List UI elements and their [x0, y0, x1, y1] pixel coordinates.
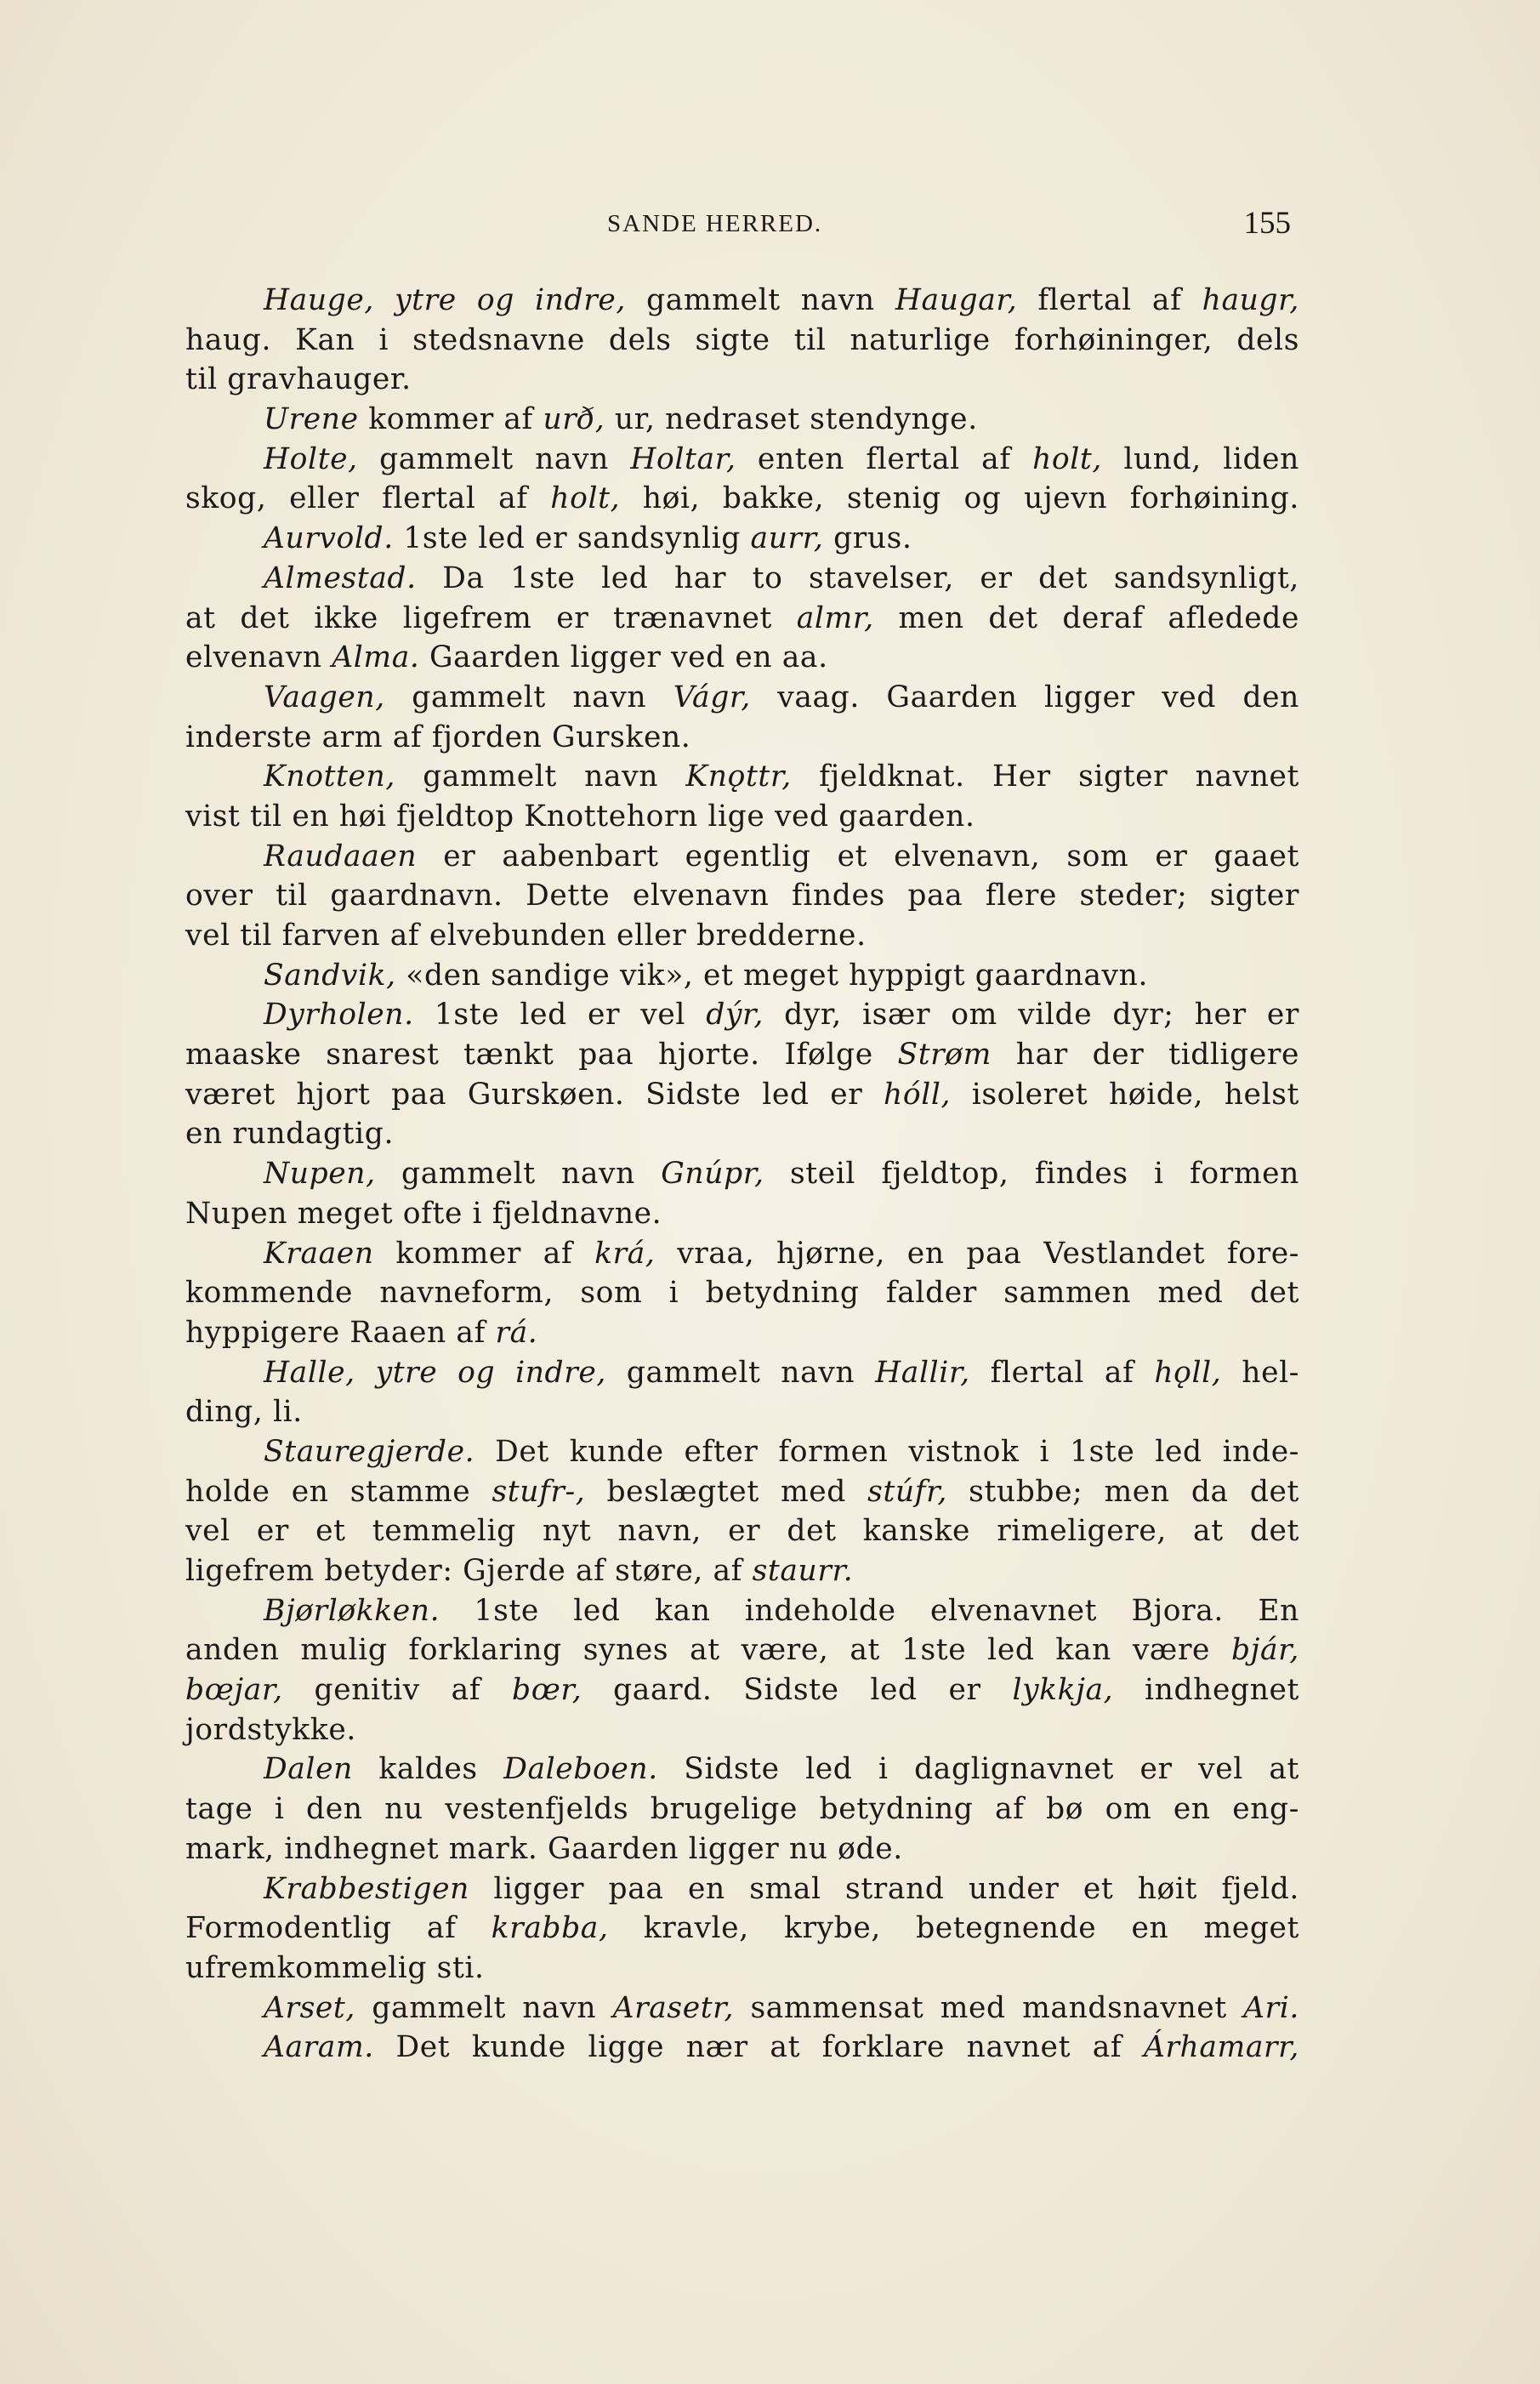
text-segment: været hjort paa Gurskøen. Sidste led er — [185, 1077, 884, 1112]
text-segment: steil fjeldtop, findes i formen — [764, 1157, 1299, 1192]
italic-text: Vágr, — [673, 680, 751, 714]
text-segment: vel er et temmelig nyt navn, er det kanske rimeligere, at det — [185, 1514, 1299, 1549]
text-segment: har der tidligere — [991, 1038, 1299, 1073]
text-line — [185, 1511, 1299, 1551]
text-line — [185, 638, 1299, 678]
text-line — [185, 1630, 1299, 1670]
text-line — [185, 1909, 1299, 1949]
text-segment: genitiv af — [282, 1673, 513, 1708]
text-line — [185, 281, 1299, 321]
text-segment: jordstykke. — [185, 1712, 356, 1747]
text-segment: vel til farven af elvebunden eller bredderne. — [185, 919, 867, 953]
italic-text: Strøm — [897, 1038, 992, 1073]
text-segment: kommer af — [358, 402, 543, 437]
text-line — [185, 1789, 1299, 1829]
text-segment: kaldes — [352, 1752, 504, 1787]
text-segment: grus. — [823, 521, 912, 556]
italic-text: bœjar, — [185, 1673, 283, 1708]
italic-text: Raudaaen — [264, 839, 418, 873]
italic-text: Arasetr, — [612, 1990, 735, 2025]
text-line — [185, 1313, 1299, 1353]
text-segment: høi, bakke, stenig og ujevn forhøining. — [620, 481, 1299, 516]
italic-text: staurr. — [752, 1554, 854, 1588]
text-segment: Da 1ste led har to stavelser, er det sandsynligt, — [416, 560, 1299, 595]
text-line — [185, 1472, 1299, 1512]
italic-text: Daleboen. — [503, 1752, 658, 1787]
text-line — [185, 1750, 1299, 1789]
text-segment: kommende navneform, som i betydning falder sammen med det — [185, 1276, 1299, 1311]
italic-text: Alma. — [332, 640, 420, 675]
text-segment: tage i den nu vestenfjelds brugelige betydning af bø om en eng- — [185, 1792, 1299, 1827]
italic-text: Halle, ytre og indre, — [264, 1355, 606, 1390]
text-segment: ding, li. — [185, 1395, 303, 1430]
text-line — [185, 1989, 1299, 2028]
page-header — [185, 206, 1291, 248]
italic-text: haugr, — [1202, 283, 1299, 317]
text-line — [185, 797, 1299, 837]
text-line — [185, 440, 1299, 480]
text-line — [185, 1392, 1299, 1432]
italic-text: bjár, — [1230, 1633, 1299, 1668]
text-segment: elvenavn — [185, 640, 332, 675]
italic-text: hóll, — [884, 1077, 952, 1112]
text-segment: men det deraf afledede — [873, 600, 1299, 635]
text-line — [185, 876, 1299, 916]
text-line — [185, 1273, 1299, 1313]
italic-text: Ari. — [1243, 1990, 1299, 2025]
text-segment: mark, indhegnet mark. Gaarden ligger nu øde. — [185, 1831, 903, 1866]
text-segment: gammelt navn — [357, 441, 631, 476]
text-segment: fjeldknat. Her sigter navnet — [791, 760, 1299, 794]
italic-text: Sandvik, — [264, 958, 396, 993]
text-segment: enten flertal af — [736, 441, 1033, 476]
text-segment: vraa, hjørne, en paa Vestlandet fore- — [655, 1236, 1299, 1271]
body-text — [185, 281, 1299, 2068]
text-segment: flertal af — [1017, 283, 1202, 317]
italic-text: Almestad. — [264, 560, 417, 595]
italic-text: urð, — [543, 402, 605, 437]
text-line — [185, 400, 1299, 440]
text-segment: holde en stamme — [185, 1474, 492, 1509]
italic-text: dýr, — [706, 998, 764, 1033]
text-segment: en rundagtig. — [185, 1117, 395, 1152]
text-line — [185, 360, 1299, 400]
italic-text: Nupen, — [264, 1157, 376, 1192]
text-line — [185, 1551, 1299, 1591]
text-segment: inderste arm af fjorden Gursken. — [185, 720, 691, 754]
text-line — [185, 1075, 1299, 1115]
italic-text: almr, — [796, 600, 874, 635]
text-segment: er aabenbart egentlig et elvenavn, som er gaaet — [417, 839, 1299, 873]
italic-text: Stauregjerde. — [264, 1434, 475, 1469]
italic-text: Holtar, — [630, 441, 736, 476]
text-segment: gammelt navn — [375, 1157, 662, 1192]
text-segment: gammelt navn — [625, 283, 895, 317]
text-segment: til gravhauger. — [185, 362, 412, 397]
italic-text: stúfr, — [867, 1474, 947, 1509]
italic-text: Árhamarr, — [1143, 2030, 1299, 2065]
text-line — [185, 757, 1299, 797]
text-line — [185, 718, 1299, 758]
italic-text: aurr, — [750, 521, 824, 556]
text-segment: kommer af — [373, 1236, 595, 1271]
text-line — [185, 1829, 1299, 1869]
text-line — [185, 1234, 1299, 1274]
italic-text: Hauge, ytre og indre, — [264, 283, 626, 317]
text-segment: Nupen meget ofte i fjeldnavne. — [185, 1196, 662, 1231]
text-line — [185, 2028, 1299, 2068]
text-segment: «den sandige vik», et meget hyppigt gaardnavn. — [395, 958, 1149, 993]
italic-text: stufr-, — [492, 1474, 586, 1509]
text-segment: flertal af — [969, 1355, 1155, 1390]
text-segment: ligefrem betyder: Gjerde af støre, af — [185, 1554, 753, 1588]
text-segment: Det kunde efter formen vistnok i 1ste led inde- — [475, 1434, 1299, 1469]
text-line — [185, 321, 1299, 361]
italic-text: Knǫttr, — [685, 760, 792, 794]
italic-text: Dyrholen. — [264, 998, 414, 1033]
italic-text: Knotten, — [264, 760, 395, 794]
italic-text: Kraaen — [264, 1236, 374, 1271]
text-segment: 1ste led er vel — [413, 998, 707, 1033]
italic-text: Aaram. — [264, 2030, 374, 2065]
text-line — [185, 995, 1299, 1035]
text-segment: ligger paa en smal strand under et høit fjeld. — [469, 1871, 1299, 1906]
text-segment: stubbe; men da det — [946, 1474, 1299, 1509]
text-line — [185, 837, 1299, 877]
italic-text: Urene — [264, 402, 359, 437]
text-segment: haug. Kan i stedsnavne dels sigte til naturlige forhøininger, dels — [185, 322, 1299, 357]
text-segment: kravle, krybe, betegnende en meget — [608, 1911, 1299, 1946]
text-line — [185, 1353, 1299, 1393]
text-segment: Det kunde ligge nær at forklare navnet af — [373, 2030, 1144, 2065]
italic-text: Krabbestigen — [264, 1871, 469, 1906]
text-line — [185, 916, 1299, 956]
text-line — [185, 519, 1299, 559]
text-segment: isoleret høide, helst — [951, 1077, 1299, 1112]
italic-text: bœr, — [512, 1673, 582, 1708]
text-segment: beslægtet med — [585, 1474, 868, 1509]
text-segment: gammelt navn — [384, 680, 673, 714]
text-segment: ufremkommelig sti. — [185, 1950, 485, 1985]
text-segment: gaard. Sidste led er — [582, 1673, 1013, 1708]
text-line — [185, 599, 1299, 639]
text-segment: 1ste led er sandsynlig — [393, 521, 751, 556]
italic-text: krá, — [594, 1236, 656, 1271]
text-segment: hel- — [1221, 1355, 1299, 1390]
italic-text: holt, — [1032, 441, 1102, 476]
text-segment: sammensat med mandsnavnet — [734, 1990, 1244, 2025]
text-line — [185, 1949, 1299, 1989]
text-segment: gammelt navn — [605, 1355, 876, 1390]
italic-text: lykkja, — [1012, 1673, 1114, 1708]
italic-text: Haugar, — [895, 283, 1018, 317]
text-segment: vist til en høi fjeldtop Knottehorn lige ved gaarden. — [185, 799, 975, 834]
text-segment: skog, eller flertal af — [185, 481, 551, 516]
text-line — [185, 678, 1299, 718]
italic-text: Arset, — [264, 1990, 355, 2025]
text-segment: hyppigere Raaen af — [185, 1315, 496, 1350]
text-segment: maaske snarest tænkt paa hjorte. Ifølge — [185, 1038, 898, 1073]
italic-text: Gnúpr, — [661, 1157, 764, 1192]
italic-text: rá. — [495, 1315, 538, 1350]
italic-text: Aurvold. — [264, 521, 394, 556]
text-segment: Gaarden ligger ved en aa. — [419, 640, 828, 675]
text-line — [185, 1670, 1299, 1710]
italic-text: Bjørløkken. — [264, 1593, 440, 1628]
text-line — [185, 1194, 1299, 1234]
italic-text: hǫll, — [1154, 1355, 1222, 1390]
text-line — [185, 1869, 1299, 1909]
text-segment: gammelt navn — [395, 760, 686, 794]
italic-text: holt, — [550, 481, 621, 516]
page-number: 155 — [1243, 206, 1291, 241]
text-line — [185, 479, 1299, 519]
text-segment: ur, nedraset stendynge. — [605, 402, 978, 437]
italic-text: Dalen — [264, 1752, 353, 1787]
text-segment: at det ikke ligefrem er trænavnet — [185, 600, 797, 635]
italic-text: Holte, — [264, 441, 358, 476]
text-segment: vaag. Gaarden ligger ved den — [750, 680, 1299, 714]
text-segment: Formodentlig af — [185, 1911, 492, 1946]
italic-text: Vaagen, — [264, 680, 385, 714]
text-segment: indhegnet — [1113, 1673, 1299, 1708]
text-segment: gammelt navn — [355, 1990, 613, 2025]
text-segment: 1ste led kan indeholde elvenavnet Bjora. En — [440, 1593, 1299, 1628]
text-segment: over til gaardnavn. Dette elvenavn findes paa flere steder; sigter — [185, 879, 1299, 913]
text-line — [185, 1114, 1299, 1154]
text-line — [185, 559, 1299, 599]
text-segment: lund, liden — [1101, 441, 1300, 476]
italic-text: Hallir, — [875, 1355, 970, 1390]
italic-text: krabba, — [491, 1911, 609, 1946]
running-head: SANDE HERRED. — [607, 210, 823, 237]
text-line — [185, 1432, 1299, 1472]
text-line — [185, 1710, 1299, 1750]
text-line — [185, 956, 1299, 996]
text-segment: anden mulig forklaring synes at være, at 1ste led kan være — [185, 1633, 1231, 1668]
text-segment: Sidste led i daglignavnet er vel at — [657, 1752, 1299, 1787]
text-line — [185, 1035, 1299, 1075]
text-line — [185, 1154, 1299, 1194]
text-line — [185, 1591, 1299, 1631]
text-segment: dyr, især om vilde dyr; her er — [763, 998, 1299, 1033]
